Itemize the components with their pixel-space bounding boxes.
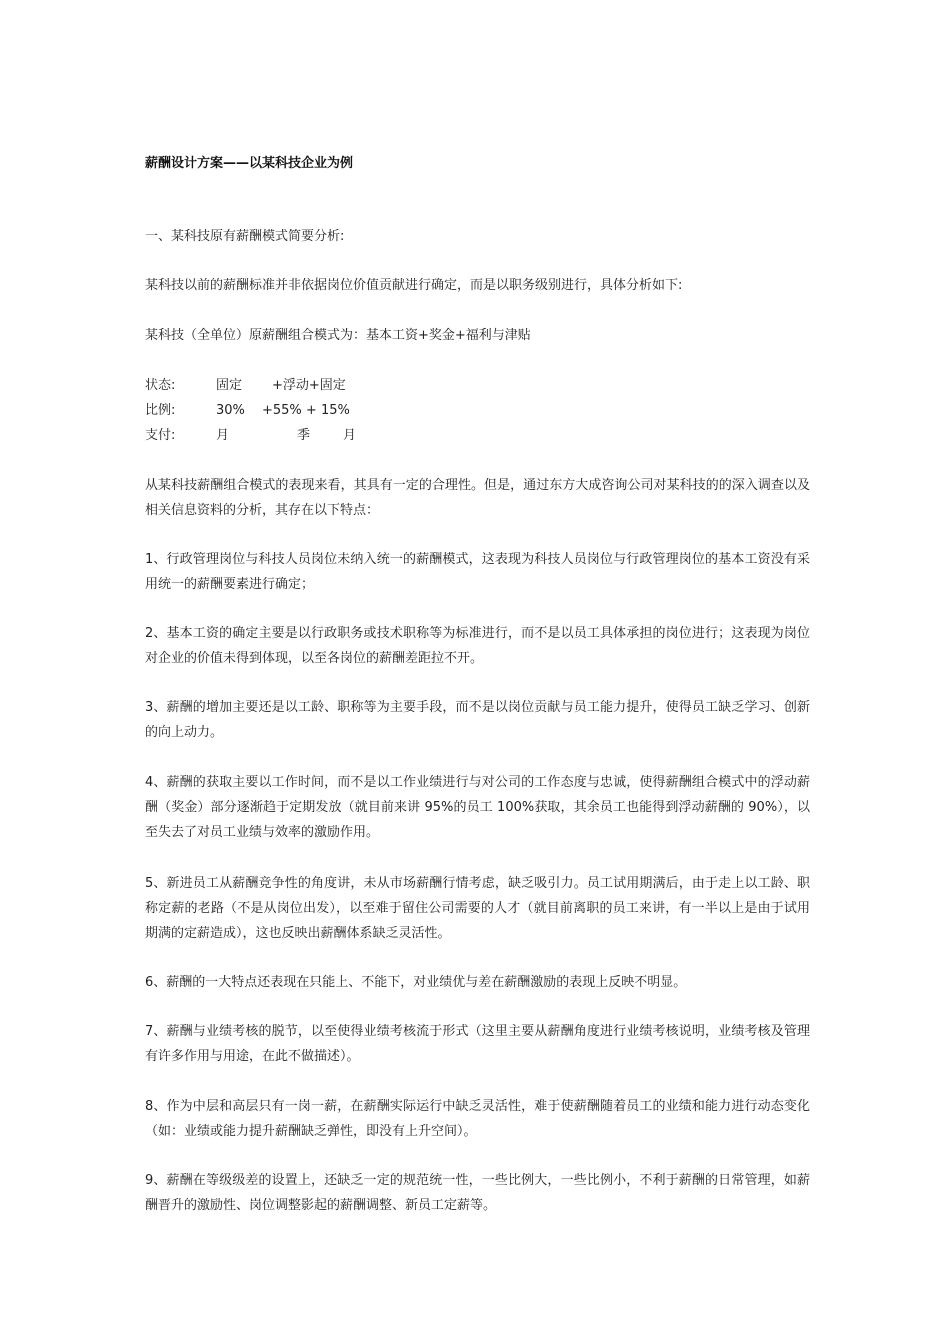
ratio-label: 比例: xyxy=(145,403,176,418)
pay-label: 支付: xyxy=(145,428,176,443)
pay-quarterly: 季 xyxy=(297,428,311,443)
analysis-paragraph: 从某科技薪酬组合模式的表现来看，其具有一定的合理性。但是，通过东方大成咨询公司对某科技的的深入调查以及相关信息资料的分析，其存在以下特点： xyxy=(145,478,810,518)
pay-monthly: 月 xyxy=(216,428,230,443)
ratio-base: 30% xyxy=(216,403,245,418)
status-rest: +浮动+固定 xyxy=(272,378,346,393)
point-6: 6、薪酬的一大特点还表现在只能上、不能下，对业绩优与差在薪酬激励的表现上反映不明显。 xyxy=(145,975,687,990)
ratio-rest: +55% + 15% xyxy=(262,403,350,418)
pay-monthly-2: 月 xyxy=(343,428,357,443)
point-9: 9、薪酬在等级级差的设置上，还缺乏一定的规范统一性，一些比例大，一些比例小，不利于薪酬的日常管理，如薪酬晋升的激励性、岗位调整影起的薪酬调整、新员工定薪等。 xyxy=(145,1173,810,1213)
point-7: 7、薪酬与业绩考核的脱节，以至使得业绩考核流于形式（这里主要从薪酬角度进行业绩考核说明，业绩考核及管理有许多作用与用途，在此不做描述）。 xyxy=(145,1024,810,1064)
point-2: 2、基本工资的确定主要是以行政职务或技术职称等为标准进行，而不是以员工具体承担的岗位进行；这表现为岗位对企业的价值未得到体现，以至各岗位的薪酬差距拉不开。 xyxy=(145,626,810,666)
point-4: 4、薪酬的获取主要以工作时间，而不是以工作业绩进行与对公司的工作态度与忠诚，使得薪酬组合模式中的浮动薪酬（奖金）部分逐渐趋于定期发放（就目前来讲 95%的员工 100%获取，其余员工也能得到浮动薪酬的 90%），以至失去了对员工业绩与效率的激励作用。 xyxy=(145,775,810,840)
status-fixed: 固定 xyxy=(216,378,243,393)
composition-paragraph: 某科技（全单位）原薪酬组合模式为：基本工资+奖金+福利与津贴 xyxy=(145,328,531,343)
status-label: 状态: xyxy=(145,378,176,393)
point-1: 1、行政管理岗位与科技人员岗位未纳入统一的薪酬模式，这表现为科技人员岗位与行政管理岗位的基本工资没有采用统一的薪酬要素进行确定； xyxy=(145,552,810,592)
intro-paragraph: 某科技以前的薪酬标准并非依据岗位价值贡献进行确定，而是以职务级别进行，具体分析如下: xyxy=(145,278,683,293)
point-8: 8、作为中层和高层只有一岗一薪，在薪酬实际运行中缺乏灵活性，难于使薪酬随着员工的业绩和能力进行动态变化（如：业绩或能力提升薪酬缺乏弹性，即没有上升空间）。 xyxy=(145,1099,810,1139)
point-5: 5、新进员工从薪酬竞争性的角度讲，未从市场薪酬行情考虑，缺乏吸引力。员工试用期满后，由于走上以工龄、职称定薪的老路（不是从岗位出发），以至难于留住公司需要的人才（就目前离职的员工来讲，有一半以上是由于试用期满的定薪造成），这也反映出薪酬体系缺乏灵活性。 xyxy=(145,876,810,941)
section-heading: 一、某科技原有薪酬模式简要分析: xyxy=(145,229,345,244)
document-title: 薪酬设计方案——以某科技企业为例 xyxy=(145,156,354,171)
point-3: 3、薪酬的增加主要还是以工龄、职称等为主要手段，而不是以岗位贡献与员工能力提升，使得员工缺乏学习、创新的向上动力。 xyxy=(145,700,810,740)
